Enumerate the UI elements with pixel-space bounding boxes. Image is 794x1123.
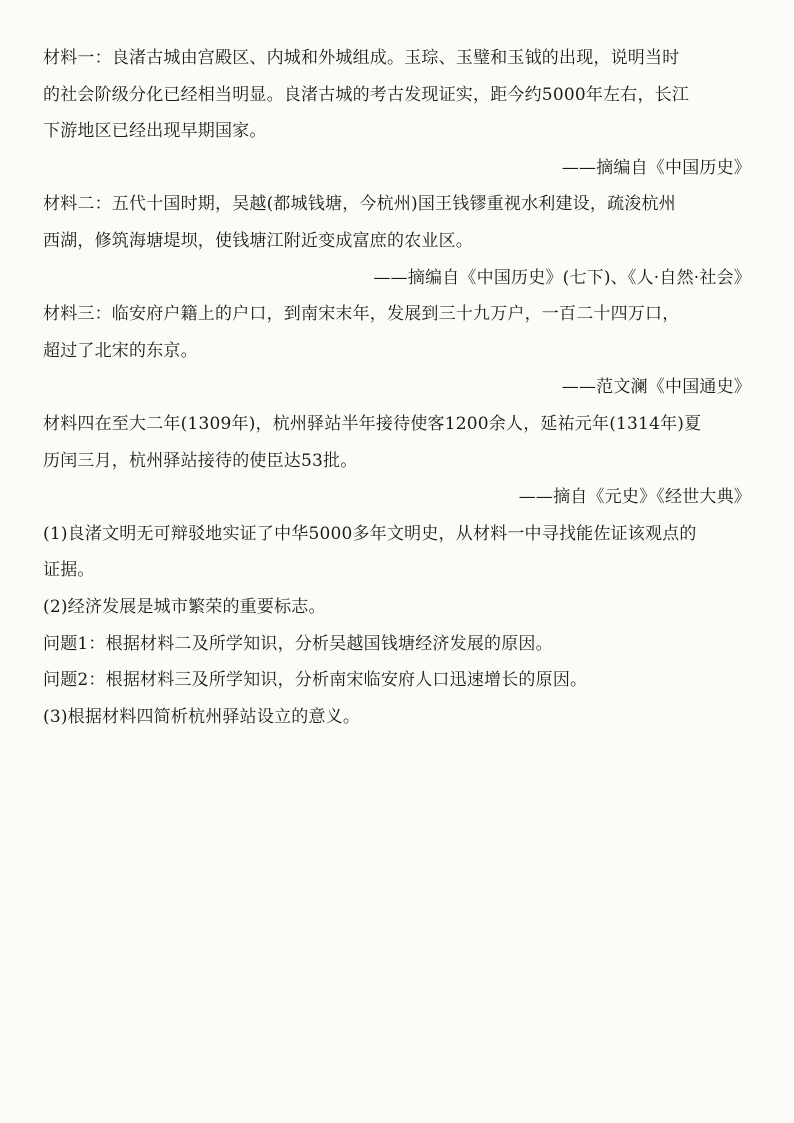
text-line: 的社会阶级分化已经相当明显。良渚古城的考古发现证实，距今约5000年左右，长江	[43, 84, 690, 105]
material-3	[43, 296, 751, 369]
questions	[43, 516, 751, 736]
question-line: 证据。	[43, 560, 95, 581]
source-citation: ——摘自《元史》《经世大典》	[518, 487, 751, 508]
question-line: (1)良渚文明无可辩驳地实证了中华5000多年文明史，从材料一中寻找能佐证该观点的	[43, 523, 697, 544]
question-line: (2)经济发展是城市繁荣的重要标志。	[43, 596, 326, 617]
source-citation: ——摘编自《中国历史》(七下)、《人·自然·社会》	[373, 267, 751, 288]
text-line: 材料三：临安府户籍上的户口，到南宋末年，发展到三十九万户，一百二十四万口，	[43, 304, 680, 325]
source-citation: ——范文澜《中国通史》	[561, 377, 751, 398]
text-line: 材料四在至大二年(1309年)，杭州驿站半年接待使客1200余人，延祐元年(1314年)夏	[43, 413, 702, 434]
text-line: 超过了北宋的东京。	[43, 340, 198, 361]
question-line: 问题2：根据材料三及所学知识，分析南宋临安府人口迅速增长的原因。	[43, 670, 588, 691]
text-line: 材料二：五代十国时期，吴越(都城钱塘，今杭州)国王钱镠重视水利建设，疏浚杭州	[43, 194, 676, 215]
document-body	[43, 40, 751, 735]
text-line: 材料一：良渚古城由宫殿区、内城和外城组成。玉琮、玉璧和玉钺的出现，说明当时	[43, 48, 680, 68]
text-line: 下游地区已经出现早期国家。	[43, 121, 267, 142]
text-line: 历闰三月，杭州驿站接待的使臣达53批。	[43, 450, 358, 471]
question-line: 问题1：根据材料二及所学知识，分析吴越国钱塘经济发展的原因。	[43, 633, 553, 654]
material-4	[43, 406, 751, 479]
text-line: 西湖，修筑海塘堤坝，使钱塘江附近变成富庶的农业区。	[43, 230, 473, 251]
source-citation: ——摘编自《中国历史》	[561, 157, 751, 178]
material-1	[43, 40, 751, 150]
material-2	[43, 186, 751, 259]
question-line: (3)根据材料四简析杭州驿站设立的意义。	[43, 706, 361, 727]
